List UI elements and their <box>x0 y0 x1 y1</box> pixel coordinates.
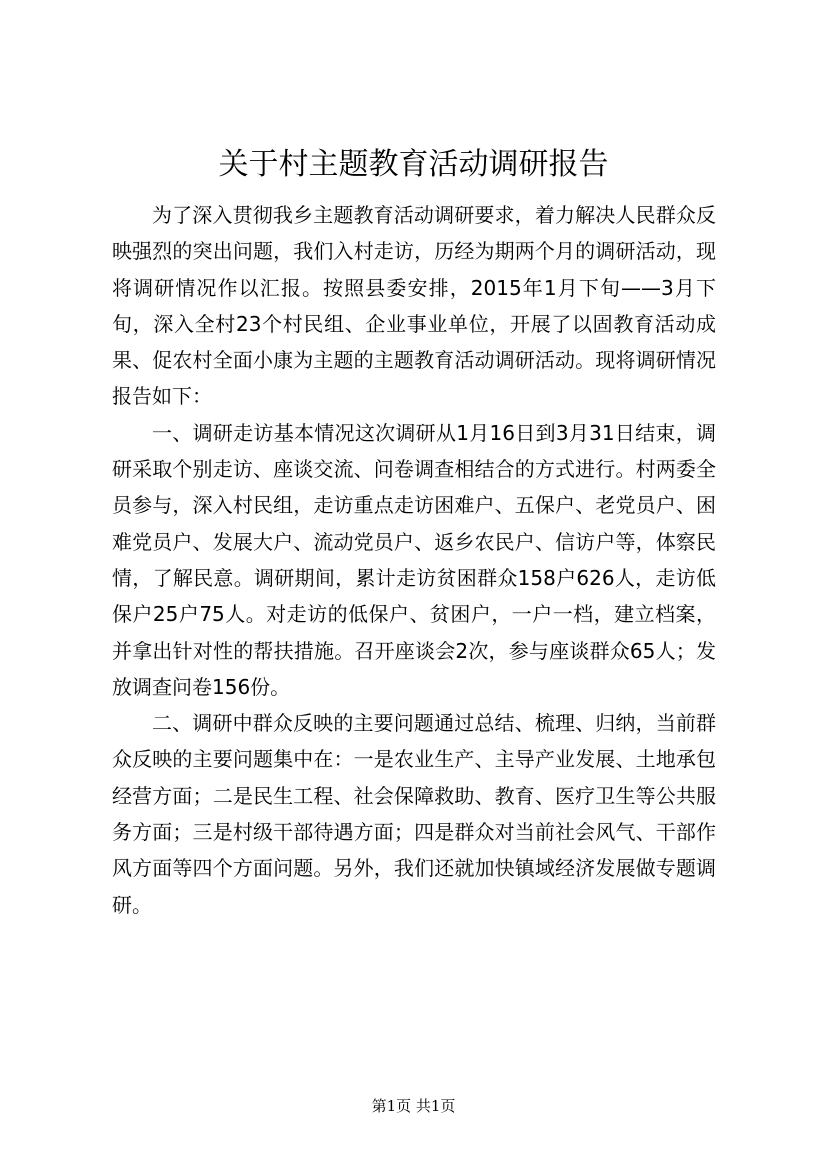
document-body <box>112 197 716 923</box>
paragraph-intro: 为了深入贯彻我乡主题教育活动调研要求，着力解决人民群众反映强烈的突出问题，我们入村走访，历经为期两个月的调研活动，现将调研情况作以汇报。按照县委安排，2015年1月下旬——3月下旬，深入全村23个村民组、企业事业单位，开展了以固教育活动成果、促农村全面小康为主题的主题教育活动调研活动。现将调研情况报告如下： <box>112 203 716 409</box>
paragraph-section-1: 一、调研走访基本情况这次调研从1月16日到3月31日结束，调研采取个别走访、座谈交流、问卷调查相结合的方式进行。村两委全员参与，深入村民组，走访重点走访困难户、五保户、老党员户、困难党员户、发展大户、流动党员户、返乡农民户、信访户等，体察民情，了解民意。调研期间，累计走访贫困群众158户626人，走访低保户25户75人。对走访的低保户、贫困户，一户一档，建立档案，并拿出针对性的帮扶措施。召开座谈会2次，参与座谈群众65人；发放调查问卷156份。 <box>112 420 716 699</box>
paragraph-section-2: 二、调研中群众反映的主要问题通过总结、梳理、归纳，当前群众反映的主要问题集中在：一是农业生产、主导产业发展、土地承包经营方面；二是民生工程、社会保障救助、教育、医疗卫生等公共服务方面；三是村级干部待遇方面；四是群众对当前社会风气、干部作风方面等四个方面问题。另外，我们还就加快镇域经济发展做专题调研。 <box>112 711 716 917</box>
document-title: 关于村主题教育活动调研报告 <box>218 147 609 182</box>
page-footer: 第1页 共1页 <box>371 1097 456 1115</box>
